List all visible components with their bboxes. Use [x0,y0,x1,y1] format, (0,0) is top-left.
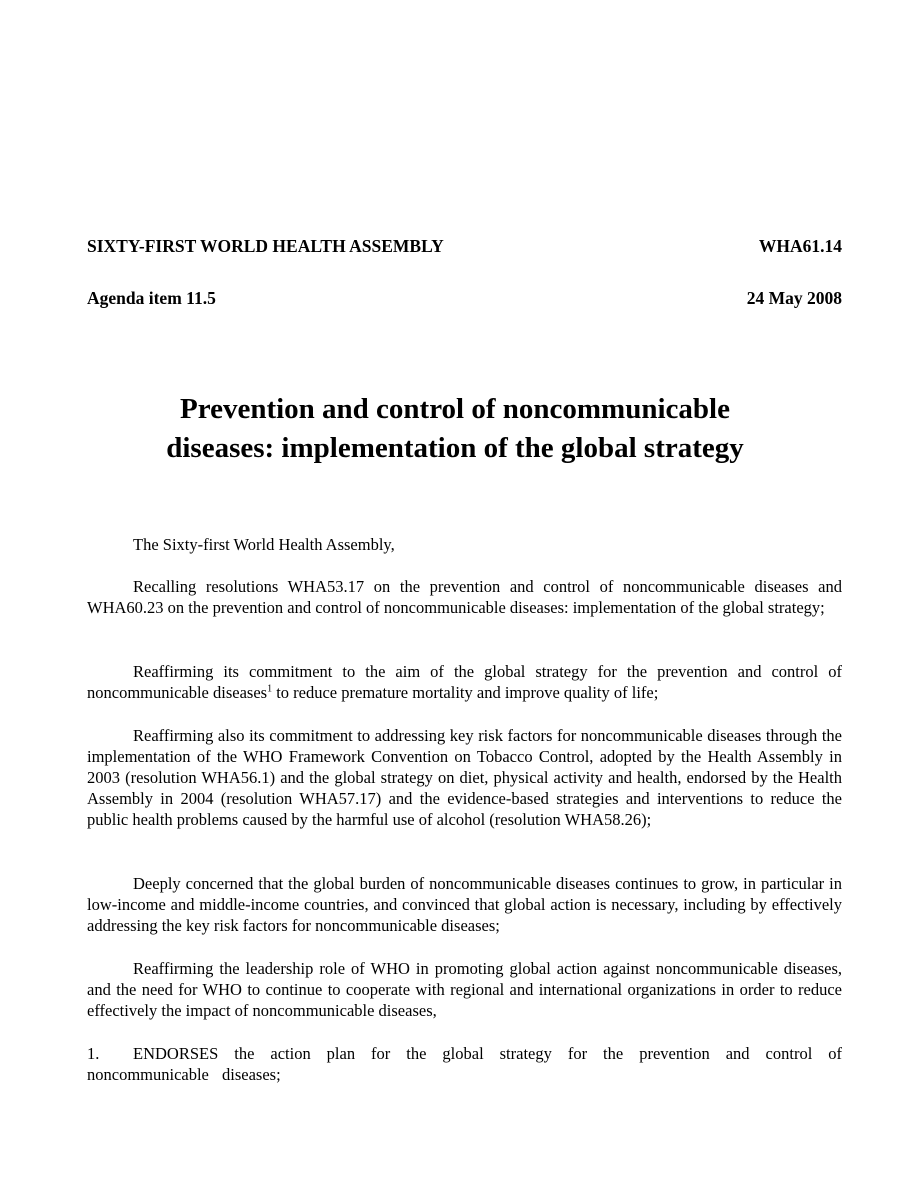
assembly-name: SIXTY-FIRST WORLD HEALTH ASSEMBLY [87,236,444,256]
recalling-text: Recalling resolutions WHA53.17 on the prevention and control of noncommunicable diseases and WHA60.23 on the prevention and control of noncommunicable diseases: implementation of the global strategy; [87,577,842,617]
resolution-date: 24 May 2008 [746,288,842,308]
header-row-assembly [87,235,842,257]
document-title-line-1: Prevention and control of noncommunicable [180,393,730,425]
opening-text: The Sixty-first World Health Assembly, [133,535,395,554]
resolution-number: WHA61.14 [758,236,842,256]
footnote-marker: 1 [267,683,273,695]
reaffirming-paragraph [87,661,842,703]
leadership-text: Reaffirming the leadership role of WHO in promoting global action against noncommunicable diseases, and the need for WHO to continue to cooperate with regional and international organizations in order to reduce effectively the impact of noncommunicable diseases, [87,959,842,1020]
agenda-item: Agenda item 11.5 [87,288,216,308]
operative-text: ENDORSES the action plan for the global strategy for the prevention and control of noncommunicable diseases; [87,1044,842,1084]
document-title-line-2: diseases: implementation of the global strategy [166,432,744,464]
leadership-paragraph [87,958,842,1021]
header-row-agenda [87,287,842,309]
document-title [60,390,850,468]
reaffirming-also-text: Reaffirming also its commitment to addressing key risk factors for noncommunicable diseases through the implementation of the WHO Framework Convention on Tobacco Control, adopted by the Health Assembly in 2003 (resolution WHA56.1) and the global strategy on diet, physical activity and health, endorsed by the Health Assembly in 2004 (resolution WHA57.17) and the evidence-based strategies and interventions to reduce the public health problems caused by the harmful use of alcohol (resolution WHA58.26); [87,726,842,829]
opening-paragraph [87,534,842,555]
deeply-concerned-text: Deeply concerned that the global burden of noncommunicable diseases continues to grow, in particular in low-income and middle-income countries, and convinced that global action is necessary, including by effectively addressing the key risk factors for noncommunicable diseases; [87,874,842,935]
reaffirming-also-paragraph [87,725,842,830]
reaffirming-text-end: to reduce premature mortality and improve quality of life; [272,683,659,702]
operative-paragraph-1 [87,1043,842,1085]
recalling-paragraph [87,576,842,618]
operative-number: 1. [87,1044,100,1063]
deeply-concerned-paragraph [87,873,842,936]
reaffirming-text-start: Reaffirming its commitment to the aim of the global strategy for the prevention and control of noncommunicable diseases [87,662,842,702]
